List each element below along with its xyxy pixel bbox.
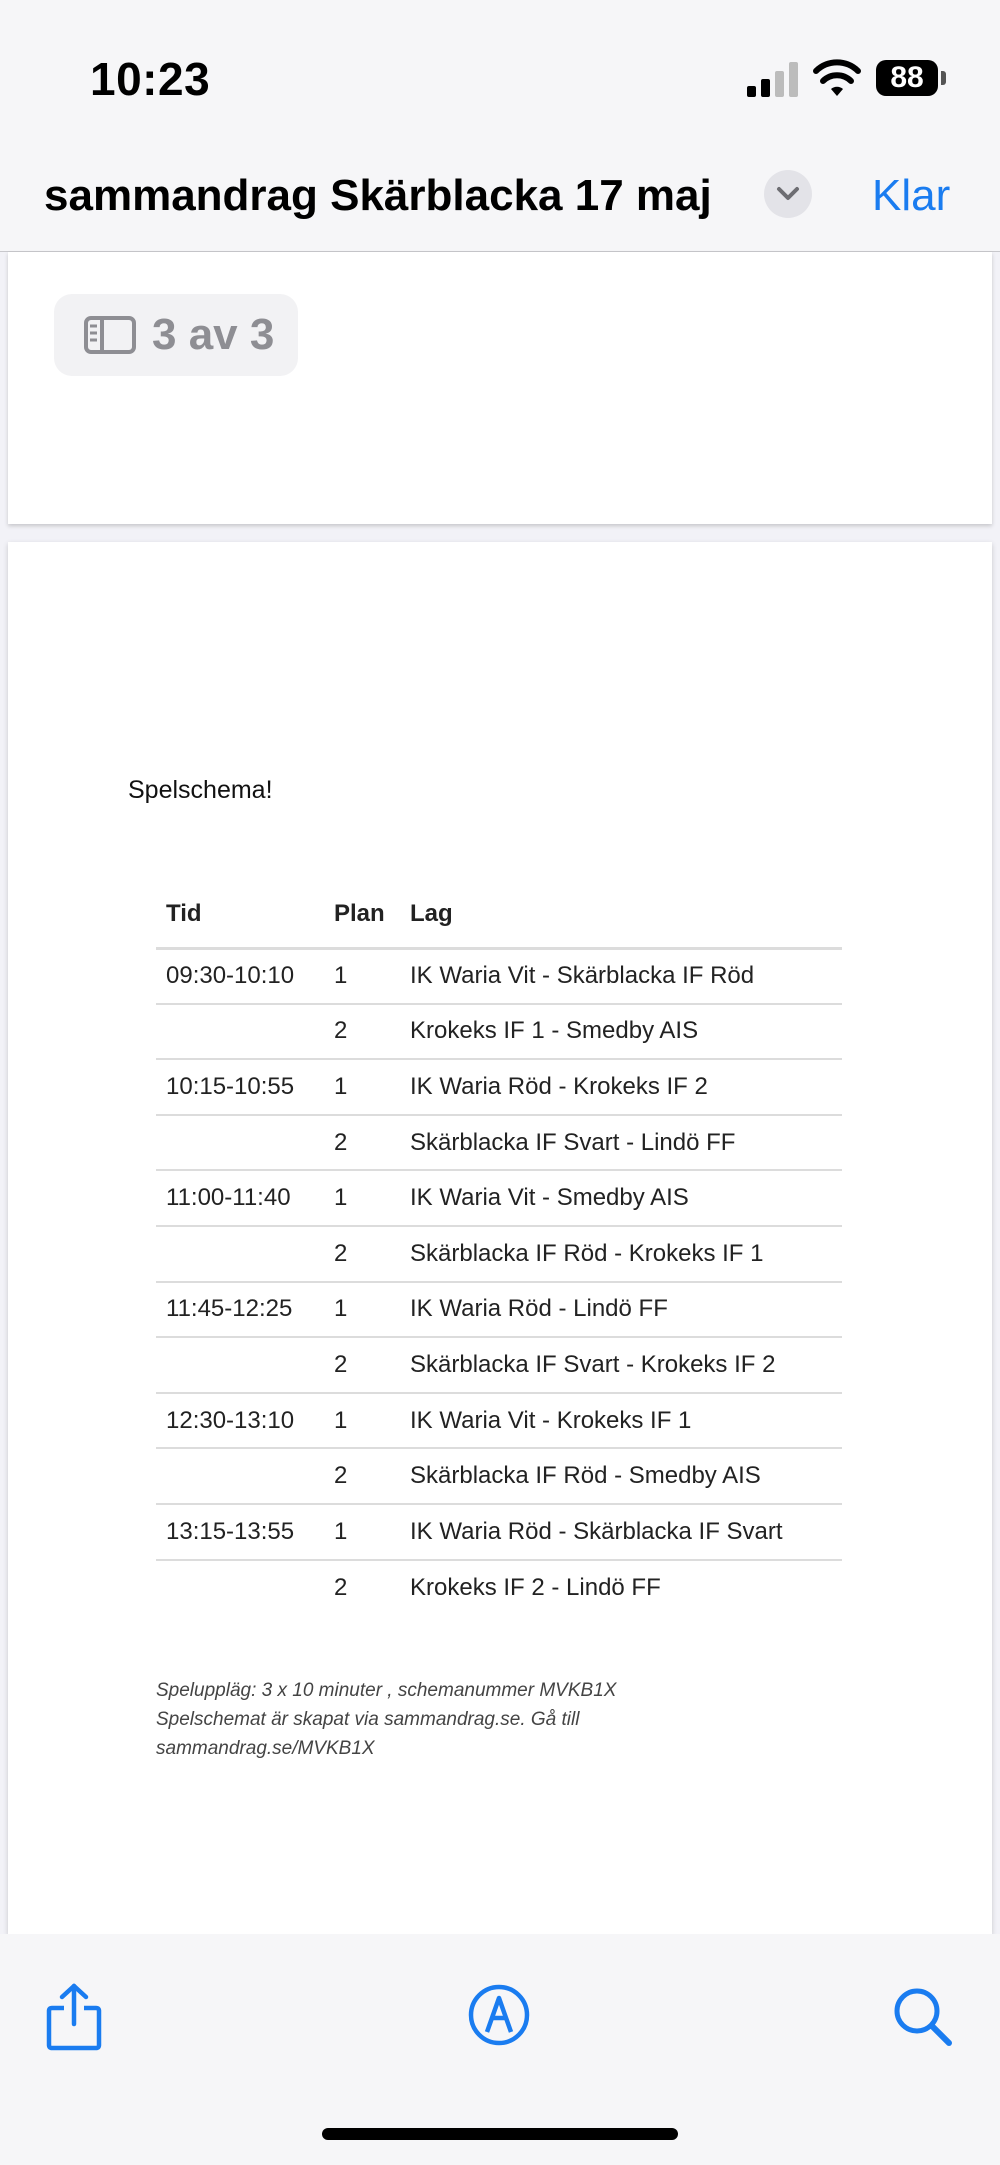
table-row xyxy=(156,1170,842,1226)
cell-tid: 09:30-10:10 xyxy=(156,948,324,1004)
schedule-table xyxy=(156,882,842,1615)
footnote-line: Speluppläg: 3 x 10 minuter , schemanummer MVKB1X xyxy=(156,1680,617,1701)
cell-tid xyxy=(156,1448,324,1504)
cell-lag: IK Waria Röd - Skärblacka IF Svart xyxy=(400,1504,842,1560)
table-row xyxy=(156,1004,842,1060)
table-row xyxy=(156,1448,842,1504)
cell-plan: 2 xyxy=(324,1337,400,1393)
markup-icon[interactable] xyxy=(468,1984,530,2046)
cell-lag: Krokeks IF 2 - Lindö FF xyxy=(410,1573,661,1601)
battery-indicator: 88 xyxy=(876,60,938,96)
cell-lag: IK Waria Vit - Krokeks IF 1 xyxy=(400,1393,842,1449)
title-menu-button[interactable] xyxy=(764,170,812,218)
battery-cap xyxy=(941,71,946,85)
done-button[interactable]: Klar xyxy=(872,171,951,220)
wifi-icon xyxy=(812,56,862,98)
chevron-down-icon xyxy=(776,184,800,204)
previous-page xyxy=(8,252,992,524)
home-indicator[interactable] xyxy=(322,2128,678,2140)
cell-lag: IK Waria Vit - Skärblacka IF Röd xyxy=(400,948,842,1004)
column-header-plan: Plan xyxy=(324,882,400,948)
cell-plan: 1 xyxy=(324,1282,400,1338)
table-row xyxy=(156,1059,842,1115)
cell-tid xyxy=(156,1560,324,1616)
cell-lag: IK Waria Vit - Smedby AIS xyxy=(400,1170,842,1226)
column-header-lag: Lag xyxy=(400,882,842,948)
search-icon[interactable] xyxy=(892,1986,954,2048)
table-row xyxy=(156,948,842,1004)
cell-plan: 1 xyxy=(324,1393,400,1449)
cell-lag: Skärblacka IF Svart - Lindö FF xyxy=(400,1115,842,1171)
cell-tid: 11:00-11:40 xyxy=(156,1170,324,1226)
cell-tid: 13:15-13:55 xyxy=(156,1504,324,1560)
table-header-row xyxy=(156,882,842,948)
share-icon[interactable] xyxy=(44,1982,104,2052)
cell-plan: 1 xyxy=(324,1170,400,1226)
cell-tid: 11:45-12:25 xyxy=(156,1282,324,1338)
page-indicator[interactable] xyxy=(54,294,298,376)
cell-tid xyxy=(156,1226,324,1282)
cell-lag: Skärblacka IF Röd - Smedby AIS xyxy=(400,1448,842,1504)
table-row xyxy=(156,1115,842,1171)
nav-bar xyxy=(0,150,1000,252)
cell-plan: 1 xyxy=(324,948,400,1004)
cell-lag: Skärblacka IF Svart - Krokeks IF 2 xyxy=(400,1337,842,1393)
column-header-tid: Tid xyxy=(156,882,324,948)
document-title[interactable]: sammandrag Skärblacka 17 maj xyxy=(44,171,712,220)
cell-tid xyxy=(156,1115,324,1171)
cell-lag: IK Waria Röd - Krokeks IF 2 xyxy=(400,1059,842,1115)
cell-plan: 2 xyxy=(324,1226,400,1282)
footnote-line: sammandrag.se/MVKB1X xyxy=(156,1738,375,1759)
cell-tid xyxy=(156,1004,324,1060)
cell-lag: Krokeks IF 1 - Smedby AIS xyxy=(400,1004,842,1060)
table-row xyxy=(156,1226,842,1282)
cell-tid: 10:15-10:55 xyxy=(156,1059,324,1115)
cell-plan: 1 xyxy=(324,1504,400,1560)
table-row xyxy=(156,1504,842,1560)
table-row xyxy=(156,1560,842,1616)
cell-plan: 2 xyxy=(334,1573,348,1601)
cellular-signal-icon xyxy=(745,60,805,98)
cell-tid xyxy=(156,1337,324,1393)
cell-lag: Skärblacka IF Röd - Krokeks IF 1 xyxy=(400,1226,842,1282)
cell-lag: IK Waria Röd - Lindö FF xyxy=(400,1282,842,1338)
page-count-label: 3 av 3 xyxy=(152,310,275,359)
cell-tid: 12:30-13:10 xyxy=(156,1393,324,1449)
status-time: 10:23 xyxy=(90,53,211,105)
cell-plan: 2 xyxy=(324,1448,400,1504)
document-page xyxy=(8,542,992,1934)
table-row xyxy=(156,1282,842,1338)
cell-plan: 2 xyxy=(324,1115,400,1171)
status-bar xyxy=(0,0,1000,160)
cell-plan: 1 xyxy=(324,1059,400,1115)
table-row xyxy=(156,1337,842,1393)
footnote xyxy=(156,1676,756,1763)
table-row xyxy=(156,1393,842,1449)
footnote-line: Spelschemat är skapat via sammandrag.se. Gå till xyxy=(156,1709,580,1730)
cell-plan: 2 xyxy=(324,1004,400,1060)
sidebar-icon xyxy=(84,316,136,354)
document-heading: Spelschema! xyxy=(128,776,273,804)
